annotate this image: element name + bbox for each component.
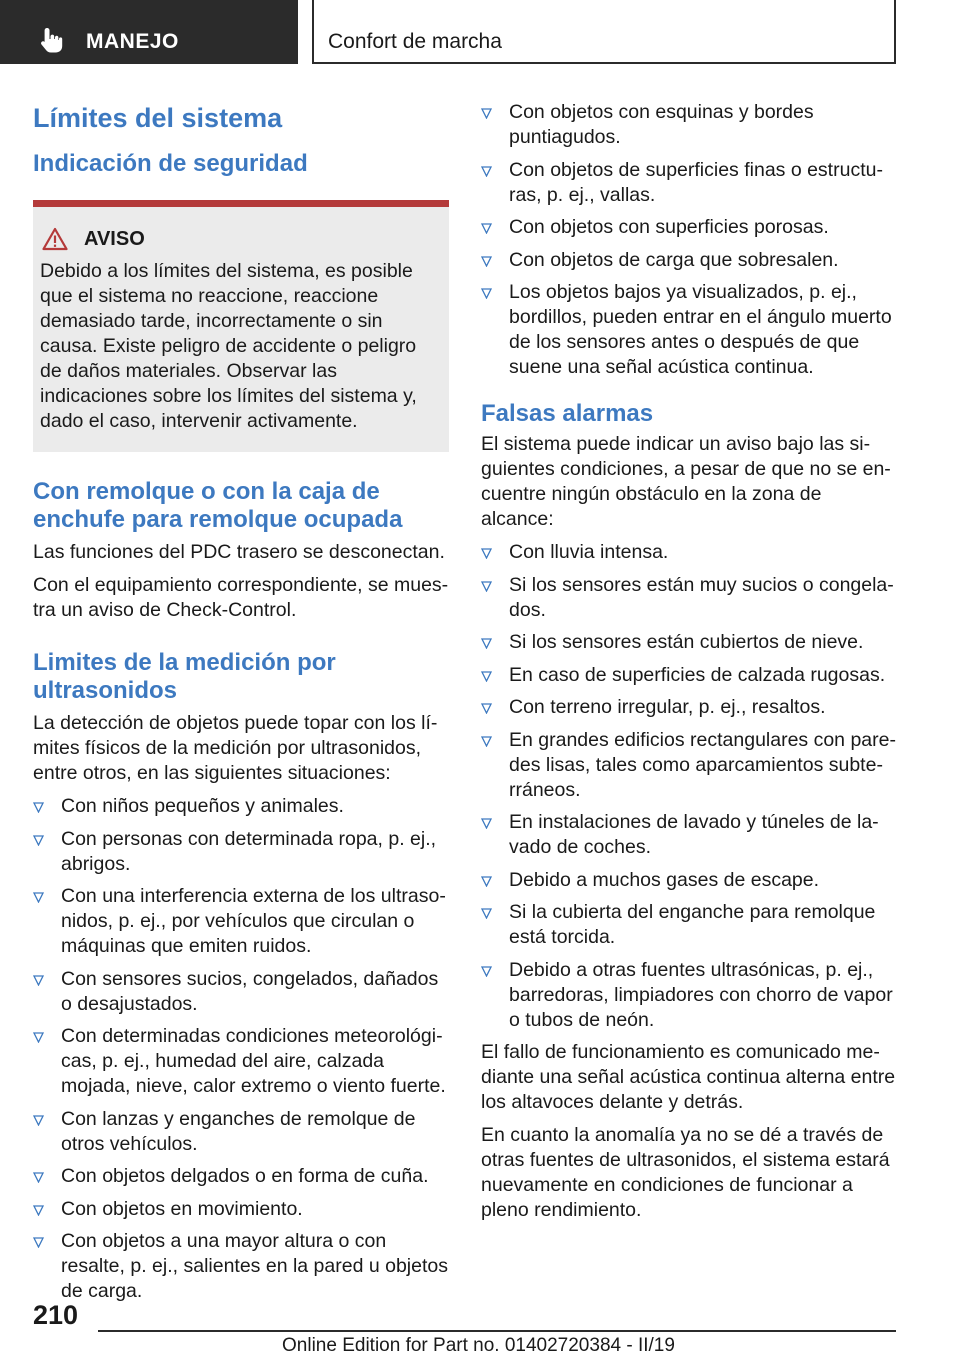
bullet-triangle-icon — [481, 638, 492, 649]
bullet-triangle-icon — [33, 1172, 44, 1183]
list-item — [481, 630, 897, 655]
bullet-triangle-icon — [481, 966, 492, 977]
list-item-text: Con sensores sucios, congelados, dañados o desajustados. — [61, 967, 439, 1015]
left-column — [33, 100, 449, 1312]
restore-paragraph: En cuanto la anomalía ya no se dé a través de otras fuentes de ultrasonidos, el sistema estará nuevamente en condiciones de funcionar a pleno rendimiento. — [481, 1124, 890, 1221]
trailer-heading: Con remolque o con la caja de enchufe para remolque ocupada — [33, 478, 403, 533]
list-item — [481, 663, 897, 688]
ultrasound-intro: La detección de objetos puede topar con los límites físicos de la medición por ultrasonidos, entre otros, en las siguientes situaciones: — [33, 712, 438, 784]
list-item — [481, 728, 897, 803]
list-item-text: En grandes edificios rectangulares con paredes lisas, tales como aparcamientos subterráneos. — [509, 728, 896, 801]
warning-text: Debido a los límites del sistema, es posible que el sistema no reaccione, reaccione demasiado tarde, incorrectamente o sin causa. Existe peligro de accidente o peligro de daños materiales. Observar las indicaciones sobre los límites del sistema y, dado el caso, intervenir activamente. — [40, 260, 417, 432]
list-item-text: Con lluvia intensa. — [509, 541, 669, 563]
bullet-triangle-icon — [481, 548, 492, 559]
list-item-text: Con objetos delgados o en forma de cuña. — [61, 1165, 429, 1187]
bullet-triangle-icon — [481, 908, 492, 919]
list-item — [33, 1229, 449, 1304]
list-item-text: Con terreno irregular, p. ej., resaltos. — [509, 696, 826, 718]
list-item-text: Si los sensores están cubiertos de nieve. — [509, 631, 864, 653]
list-item — [33, 1024, 449, 1099]
page-number: 210 — [33, 1300, 79, 1330]
bullet-triangle-icon — [33, 835, 44, 846]
list-item-text: Con objetos en movimiento. — [61, 1197, 303, 1220]
header-section-tab — [0, 0, 298, 64]
failure-paragraph: El fallo de funcionamiento es comunicado mediante una señal acústica continua alterna entre los altavoces delante y detrás. — [481, 1041, 896, 1113]
list-item — [481, 100, 897, 150]
bullet-triangle-icon — [481, 166, 492, 177]
list-item-text: Con una interferencia externa de los ultrasonidos, p. ej., por vehículos que circulan o máquinas que emiten ruidos. — [61, 885, 446, 957]
list-item — [481, 810, 897, 860]
warning-header — [40, 227, 441, 251]
list-item — [33, 1197, 449, 1222]
list-item — [33, 1164, 449, 1189]
list-item-text: Con objetos de superficies finas o estructuras, p. ej., vallas. — [509, 158, 883, 206]
list-item — [481, 215, 897, 240]
bullet-triangle-icon — [33, 975, 44, 986]
bullet-triangle-icon — [481, 223, 492, 234]
warning-box — [33, 200, 449, 452]
false-alarms-heading: Falsas alarmas — [481, 400, 654, 427]
false-alarms-list — [481, 540, 897, 1033]
right-column — [481, 100, 897, 1231]
list-item — [33, 827, 449, 877]
header-section-label: MANEJO — [86, 30, 179, 53]
list-item-text: Si la cubierta del enganche para remolque está torcida. — [509, 901, 876, 948]
trailer-paragraph-2: Con el equipamiento correspondiente, se muestra un aviso de Check-Control. — [33, 574, 449, 621]
list-item — [33, 794, 449, 819]
list-item — [33, 1107, 449, 1157]
list-item-text: Debido a otras fuentes ultrasónicas, p. ej., barredoras, limpiadores con chorro de vapor o tubos de neón. — [509, 958, 893, 1031]
list-item — [481, 540, 897, 565]
list-item — [481, 958, 897, 1033]
bullet-triangle-icon — [481, 671, 492, 682]
list-item-text: Con lanzas y enganches de remolque de otros vehículos. — [61, 1107, 416, 1155]
footer-divider — [98, 1330, 896, 1332]
trailer-paragraph-1: Las funciones del PDC trasero se desconectan. — [33, 541, 445, 563]
header-chapter-box — [312, 0, 896, 64]
warning-triangle-icon — [42, 227, 68, 251]
bullet-triangle-icon — [481, 876, 492, 887]
list-item — [33, 967, 449, 1017]
list-item — [481, 900, 897, 950]
warning-label: AVISO — [84, 227, 145, 250]
footer-edition: Online Edition for Part no. 01402720384 - II/19 — [282, 1335, 675, 1356]
ultrasound-list — [33, 794, 449, 1304]
bullet-triangle-icon — [481, 818, 492, 829]
list-item-text: Con determinadas condiciones meteorológicas, p. ej., humedad del aire, calzada mojada, nieve, calor extremo o viento fuerte. — [61, 1025, 446, 1097]
header-chapter-label: Confort de marcha — [328, 30, 502, 53]
bullet-triangle-icon — [481, 256, 492, 267]
bullet-triangle-icon — [481, 703, 492, 714]
list-item — [481, 248, 897, 273]
ultrasound-list-continued — [481, 100, 897, 380]
ultrasound-heading: Limites de la medición por ultrasonidos — [33, 649, 336, 704]
list-item-text: Si los sensores están muy sucios o congelados. — [509, 573, 894, 621]
list-item-text: Con objetos a una mayor altura o con resalte, p. ej., salientes en la pared u objetos de carga. — [61, 1230, 448, 1302]
safety-heading: Indicación de seguridad — [33, 150, 308, 177]
list-item-text: Debido a muchos gases de escape. — [509, 868, 820, 891]
list-item-text: Con objetos con superficies porosas. — [509, 216, 829, 238]
list-item — [481, 280, 897, 380]
list-item-text: En caso de superficies de calzada rugosas. — [509, 663, 886, 686]
bullet-triangle-icon — [481, 108, 492, 119]
bullet-triangle-icon — [481, 736, 492, 747]
page-title: Límites del sistema — [33, 103, 283, 133]
false-alarms-intro: El sistema puede indicar un aviso bajo las siguientes condiciones, a pesar de que no se encuentre ningún obstáculo en la zona de alcance: — [481, 433, 891, 530]
bullet-triangle-icon — [33, 1205, 44, 1216]
list-item-text: Con personas con determinada ropa, p. ej., abrigos. — [61, 827, 437, 875]
list-item — [481, 868, 897, 893]
bullet-triangle-icon — [33, 892, 44, 903]
hand-pointer-icon — [38, 26, 66, 54]
list-item-text: Con objetos con esquinas y bordes puntiagudos. — [509, 101, 814, 148]
bullet-triangle-icon — [33, 1237, 44, 1248]
bullet-triangle-icon — [33, 802, 44, 813]
bullet-triangle-icon — [481, 288, 492, 299]
list-item-text: Con objetos de carga que sobresalen. — [509, 248, 839, 271]
list-item — [481, 695, 897, 720]
list-item-text: En instalaciones de lavado y túneles de lavado de coches. — [509, 811, 879, 858]
list-item-text: Con niños pequeños y animales. — [61, 795, 344, 817]
bullet-triangle-icon — [33, 1115, 44, 1126]
list-item — [481, 573, 897, 623]
bullet-triangle-icon — [481, 581, 492, 592]
list-item — [33, 884, 449, 959]
list-item — [481, 158, 897, 208]
bullet-triangle-icon — [33, 1032, 44, 1043]
list-item-text: Los objetos bajos ya visualizados, p. ej., bordillos, pueden entrar en el ángulo muerto de los sensores antes o después de que suene una señal acústica continua. — [509, 281, 892, 378]
